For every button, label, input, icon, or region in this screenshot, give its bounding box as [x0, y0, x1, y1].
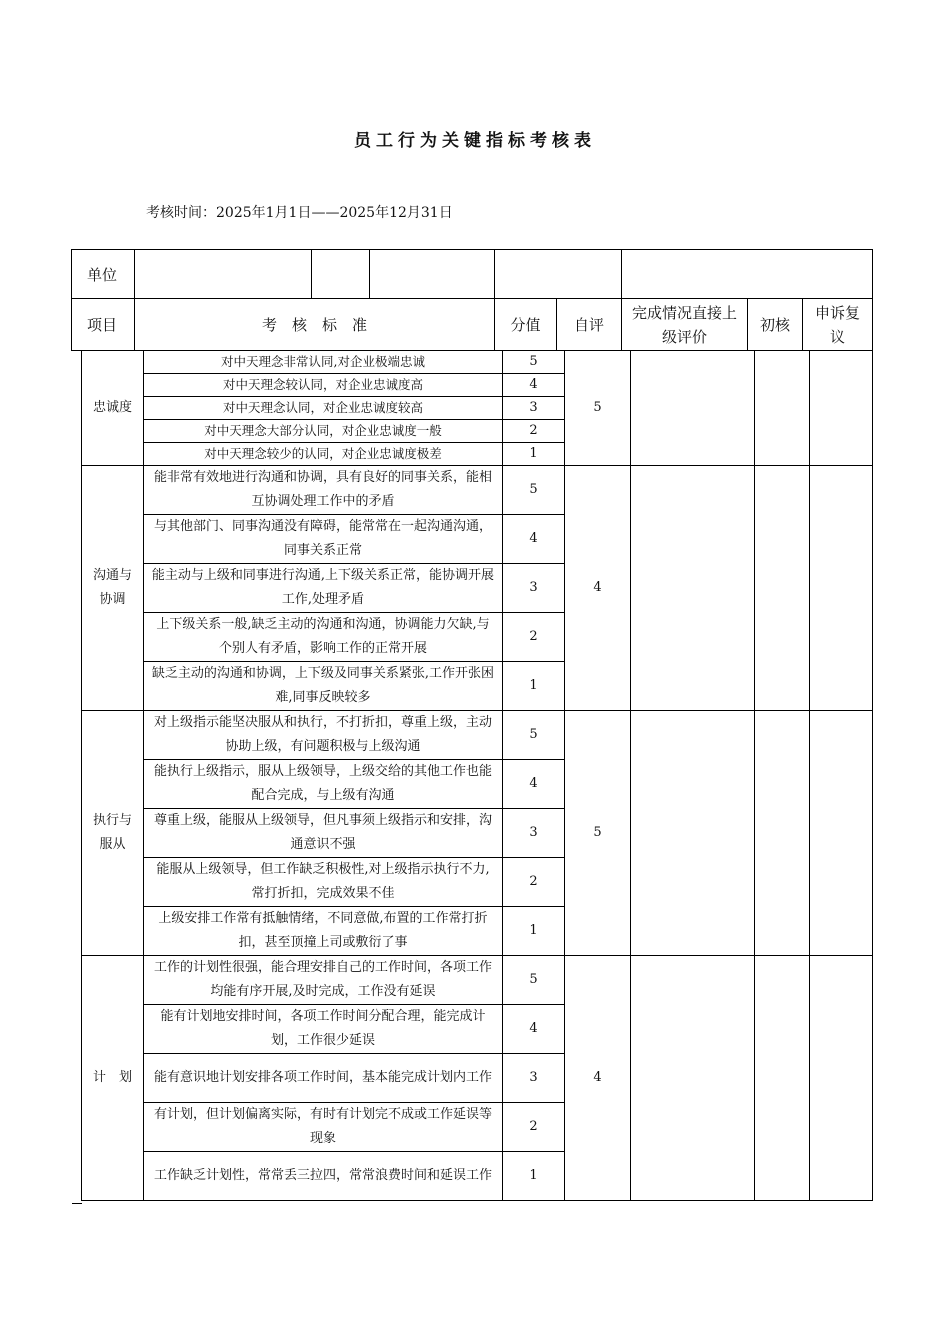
score-cell: 2 [503, 420, 565, 443]
standard-cell: 工作的计划性很强，能合理安排自己的工作时间，各项工作均能有序开展,及时完成，工作没有延误 [144, 956, 503, 1005]
superior-eval-cell[interactable] [631, 956, 755, 1201]
score-cell: 1 [503, 662, 565, 711]
initial-check-cell[interactable] [755, 711, 810, 956]
initial-check-cell[interactable] [755, 956, 810, 1201]
score-cell: 3 [503, 564, 565, 613]
superior-eval-cell[interactable] [631, 466, 755, 711]
item-category: 执行与服从 [82, 711, 144, 956]
standard-cell: 能有计划地安排时间，各项工作时间分配合理，能完成计划，工作很少延误 [144, 1005, 503, 1054]
standard-cell: 对中天理念大部分认同，对企业忠诚度一般 [144, 420, 503, 443]
col-score: 分值 [495, 299, 557, 351]
score-cell: 1 [503, 1152, 565, 1201]
standard-cell: 工作缺乏计划性，常常丢三拉四，常常浪费时间和延误工作 [144, 1152, 503, 1201]
appeal-cell[interactable] [810, 711, 873, 956]
standard-cell: 缺乏主动的沟通和协调，上下级及同事关系紧张,工作开张困难,同事反映较多 [144, 662, 503, 711]
score-cell: 3 [503, 1054, 565, 1103]
table-row [82, 466, 873, 515]
unit-field-4[interactable] [495, 250, 622, 299]
standard-cell: 上级安排工作常有抵触情绪，不同意做,布置的工作常打折扣，甚至顶撞上司或敷衍了事 [144, 907, 503, 956]
score-cell: 4 [503, 760, 565, 809]
unit-field-3[interactable] [370, 250, 495, 299]
standard-cell: 能服从上级领导，但工作缺乏积极性,对上级指示执行不力,常打折扣，完成效果不佳 [144, 858, 503, 907]
score-cell: 2 [503, 1103, 565, 1152]
standard-cell: 对中天理念较少的认同，对企业忠诚度极差 [144, 443, 503, 466]
standard-cell: 对中天理念非常认同,对企业极端忠诚 [144, 351, 503, 374]
score-cell: 1 [503, 907, 565, 956]
table-row [82, 711, 873, 760]
score-cell: 3 [503, 809, 565, 858]
standard-cell: 能执行上级指示，服从上级领导，上级交给的其他工作也能配合完成，与上级有沟通 [144, 760, 503, 809]
item-category: 忠诚度 [82, 351, 144, 466]
standard-cell: 能有意识地计划安排各项工作时间，基本能完成计划内工作 [144, 1054, 503, 1103]
header-table [71, 249, 873, 351]
column-header-row [72, 299, 873, 351]
standard-cell: 尊重上级，能服从上级领导，但凡事须上级指示和安排，沟通意识不强 [144, 809, 503, 858]
self-score-cell[interactable]: 5 [565, 351, 631, 466]
superior-eval-cell[interactable] [631, 351, 755, 466]
score-cell: 4 [503, 515, 565, 564]
score-cell: 5 [503, 351, 565, 374]
initial-check-cell[interactable] [755, 351, 810, 466]
self-score-cell[interactable]: 5 [565, 711, 631, 956]
col-appeal: 申诉复议 [803, 299, 873, 351]
standard-cell: 与其他部门、同事沟通没有障碍，能常常在一起沟通沟通，同事关系正常 [144, 515, 503, 564]
unit-field-1[interactable] [135, 250, 312, 299]
standard-cell: 对上级指示能坚决服从和执行，不打折扣，尊重上级，主动协助上级，有问题积极与上级沟通 [144, 711, 503, 760]
assessment-table [81, 350, 873, 1201]
col-item: 项目 [72, 299, 135, 351]
score-cell: 5 [503, 711, 565, 760]
unit-label: 单位 [72, 250, 135, 299]
score-cell: 2 [503, 613, 565, 662]
assessment-period: 考核时间：2025年1月1日——2025年12月31日 [146, 205, 453, 221]
appeal-cell[interactable] [810, 956, 873, 1201]
unit-field-2[interactable] [312, 250, 370, 299]
margin-mark [72, 1203, 82, 1204]
table-row [82, 956, 873, 1005]
initial-check-cell[interactable] [755, 466, 810, 711]
col-initial: 初核 [748, 299, 803, 351]
score-cell: 2 [503, 858, 565, 907]
standard-cell: 对中天理念认同，对企业忠诚度较高 [144, 397, 503, 420]
item-category: 沟通与协调 [82, 466, 144, 711]
unit-field-5[interactable] [622, 250, 873, 299]
standard-cell: 能主动与上级和同事进行沟通,上下级关系正常，能协调开展工作,处理矛盾 [144, 564, 503, 613]
standard-cell: 对中天理念较认同，对企业忠诚度高 [144, 374, 503, 397]
appeal-cell[interactable] [810, 351, 873, 466]
score-cell: 5 [503, 466, 565, 515]
score-cell: 1 [503, 443, 565, 466]
table-row [82, 351, 873, 374]
standard-cell: 能非常有效地进行沟通和协调，具有良好的同事关系，能相互协调处理工作中的矛盾 [144, 466, 503, 515]
superior-eval-cell[interactable] [631, 711, 755, 956]
col-superior: 完成情况直接上级评价 [622, 299, 748, 351]
standard-cell: 有计划，但计划偏离实际，有时有计划完不成或工作延误等现象 [144, 1103, 503, 1152]
standard-cell: 上下级关系一般,缺乏主动的沟通和沟通，协调能力欠缺,与个别人有矛盾，影响工作的正常开展 [144, 613, 503, 662]
col-self: 自评 [557, 299, 622, 351]
score-cell: 4 [503, 1005, 565, 1054]
item-category: 计 划 [82, 956, 144, 1201]
score-cell: 3 [503, 397, 565, 420]
appeal-cell[interactable] [810, 466, 873, 711]
page-title: 员工行为关键指标考核表 [354, 131, 596, 151]
self-score-cell[interactable]: 4 [565, 956, 631, 1201]
unit-row [72, 250, 873, 299]
col-standard: 考 核 标 准 [135, 299, 495, 351]
score-cell: 4 [503, 374, 565, 397]
score-cell: 5 [503, 956, 565, 1005]
self-score-cell[interactable]: 4 [565, 466, 631, 711]
